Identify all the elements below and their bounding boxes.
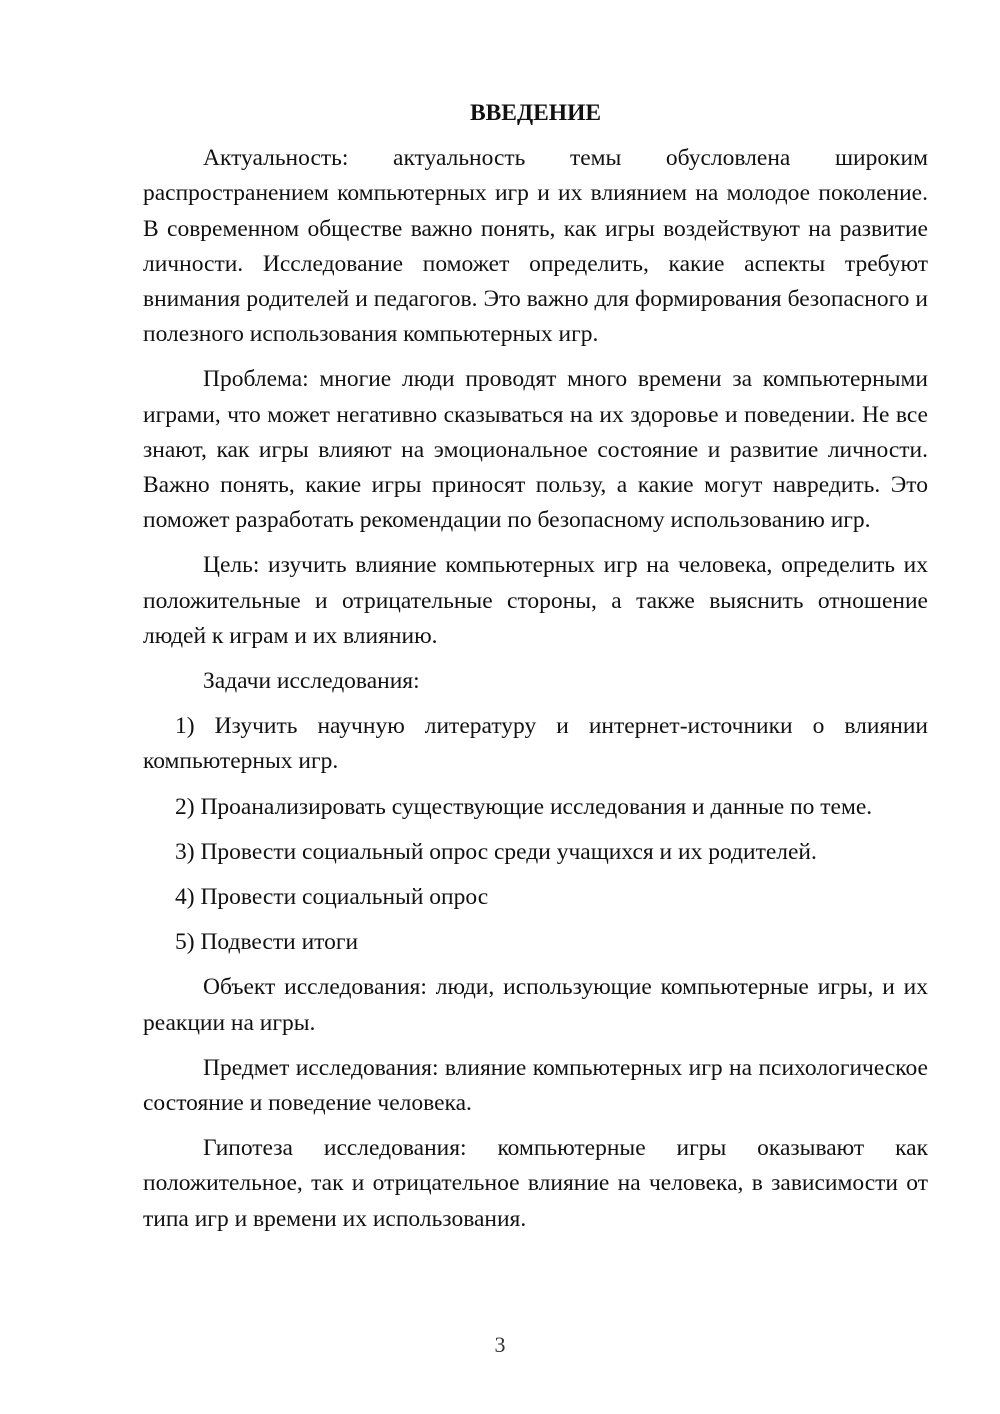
paragraph-relevance: Актуальность: актуальность темы обусловлена широким распространением компьютерных игр и их влиянием на молодое поколение. В современном обществе важно понять, как игры воздействуют на развитие личности. Исследование поможет определить, какие аспекты требуют внимания родителей и педагогов. Это важно для формирования безопасного и полезного использования компьютерных игр.: [143, 145, 928, 348]
task-item-1: 1) Изучить научную литературу и интернет-источники о влиянии компьютерных игр.: [143, 713, 928, 775]
paragraph-object: Объект исследования: люди, использующие компьютерные игры, и их реакции на игры.: [143, 974, 928, 1036]
paragraph-subject: Предмет исследования: влияние компьютерных игр на психологическое состояние и поведение человека.: [143, 1054, 928, 1117]
document-page: [143, 96, 928, 1247]
paragraph-hypothesis: Гипотеза исследования: компьютерные игры оказывают как положительное, так и отрицательное влияние на человека, в зависимости от типа игр и времени их использования.: [143, 1135, 928, 1232]
page-number: 3: [494, 1332, 506, 1357]
task-item-5: 5) Подвести итоги: [175, 929, 359, 956]
paragraph-goal: Цель: изучить влияние компьютерных игр на человека, определить их положительные и отрицательные стороны, а также выяснить отношение людей к играм и их влиянию.: [143, 552, 928, 649]
page-title: ВВЕДЕНИЕ: [469, 100, 602, 126]
task-item-2: 2) Проанализировать существующие исследования и данные по теме.: [175, 793, 873, 820]
task-item-3: 3) Провести социальный опрос среди учащихся и их родителей.: [175, 838, 817, 865]
tasks-heading: Задачи исследования:: [203, 668, 420, 695]
task-item-4: 4) Провести социальный опрос: [175, 884, 489, 911]
paragraph-problem: Проблема: многие люди проводят много времени за компьютерными играми, что может негативно сказываться на их здоровье и поведении. Не все знают, как игры влияют на эмоциональное состояние и развитие личности. Важно понять, какие игры приносят пользу, а какие могут навредить. Это поможет разработать рекомендации по безопасному использованию игр.: [143, 366, 928, 534]
